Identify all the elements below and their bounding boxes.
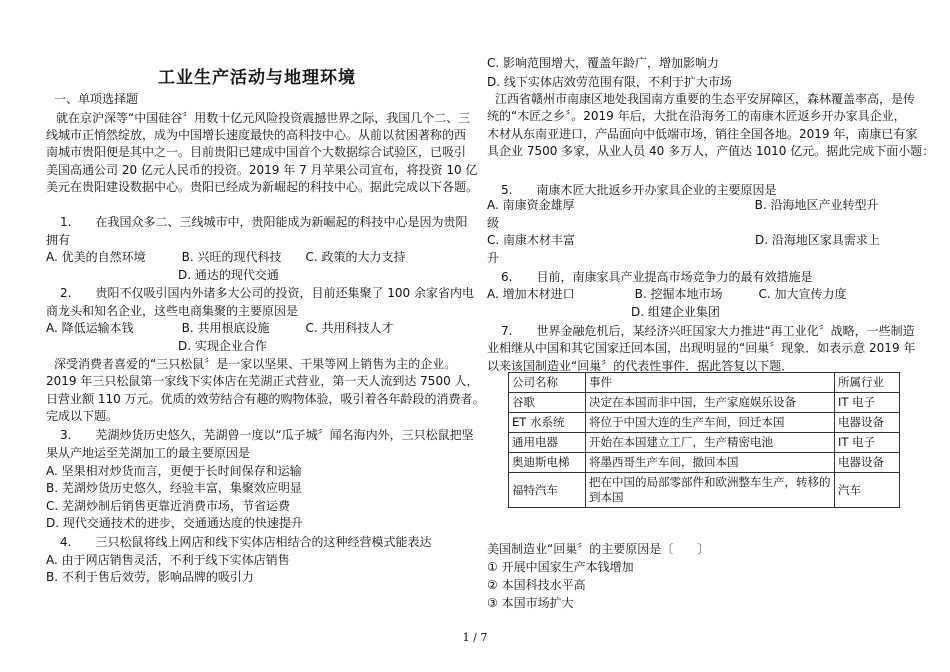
text-line: 具企业 7500 多家，从业人员 40 多万人，产值达 1010 亿元。据此完成下面小题： [487, 144, 935, 158]
text-line: 美元在贵阳建设数据中心。贵阳已经成为新崛起的科技中心。据此完成以下各题。 [46, 180, 479, 194]
table-cell: 开始在本国建立工厂，生产精密电池 [586, 433, 835, 453]
table-row [509, 473, 900, 508]
text-line: D. 线下实体店效劳范围有限，不利于扩大市场 [487, 75, 732, 89]
text-line: A. 优美的自然环境 B. 兴旺的现代科技 C. 政策的大力支持 [46, 250, 406, 264]
text-line: 2019 年三只松鼠第一家线下实体店在芜湖正式营业，第一天人流到达 7500 人， [46, 374, 479, 388]
text-line: 就在京沪深等“中国硅谷〞用数十亿元风险投资震撼世界之际，我国几个二、三 [56, 111, 471, 125]
text-line: A. 降低运输本钱 B. 共用根底设施 C. 共用科技人才 [46, 321, 394, 335]
text-line: D. 实现企业合作 [46, 339, 267, 353]
text-line: 日营业额 110 万元。优质的效劳结合有趣的购物体验，吸引着各年龄段的消费者。 [46, 392, 485, 406]
text-line: C. 芜湖炒制后销售更靠近消费市场，节省运费 [46, 499, 291, 513]
text-line: 线城市正悄然绽放，成为中国增长速度最快的高科技中心。从前以贫困著称的西 [46, 128, 467, 142]
text-line: 3. 芜湖炒货历史悠久，芜湖曾一度以“瓜子城〞闻名海内外，三只松鼠把坚 [60, 428, 474, 442]
text-line: ① 开展中国家生产本钱增加 [487, 560, 634, 574]
text-line: A. 由于网店销售灵活，不利于线下实体店销售 [46, 553, 290, 567]
text-line: 2. 贵阳不仅吸引国内外诸多大公司的投资，目前还集聚了 100 余家省内电 [60, 286, 474, 300]
table-cell: ET 水系统 [509, 413, 586, 433]
text-line: 4. 三只松鼠将线上网店和线下实体店相结合的这种经营模式能表达 [60, 535, 432, 549]
text-line: A. 坚果相对炒货而言，更便于长时间保存和运输 [46, 464, 302, 478]
text-line: 7. 世界金融危机后，某经济兴旺国家大力推进“再工业化〞战略，一些制造 [501, 324, 915, 338]
text-line: A. 增加木材进口 B. 挖掘本地市场 C. 加大宣传力度 [487, 287, 847, 301]
text-line: ③ 本国市场扩大 [487, 596, 574, 610]
table-header-cell: 事件 [586, 373, 835, 393]
text-line: 果从产地运至芜湖加工的最主要原因是 [46, 446, 251, 460]
table-cell: 把在中国的局部零部件和欧洲整车生产，转移的到本国 [586, 473, 835, 508]
text-line: 江西省赣州市南康区地处我国南方重要的生态平安屏障区，森林覆盖率高，是传 [495, 92, 916, 106]
text-line: D. 现代交通技术的进步，交通通达度的快速提升 [46, 516, 303, 530]
table-row [509, 433, 900, 453]
table-cell: IT 电子 [835, 393, 900, 413]
text-line: 商龙头和知名企业，这些电商集聚的主要原因是 [46, 304, 299, 318]
table-cell: 谷歌 [509, 393, 586, 413]
text-line: 一、单项选择题 [54, 92, 139, 106]
text-line: 5. 南康木匠大批返乡开办家具企业的主要原因是 [501, 183, 777, 197]
text-line: 拥有 [46, 233, 71, 247]
text-line: A. 南康资金雄厚 B. 沿海地区产业转型升 [487, 198, 879, 212]
text-line: 级 [487, 216, 500, 230]
text-line: B. 不利于售后效劳，影响品牌的吸引力 [46, 570, 254, 584]
text-line: 6. 目前，南康家具产业提高市场竞争力的最有效措施是 [501, 270, 813, 284]
text-line: D. 组建企业集团 [487, 305, 720, 319]
text-line: 木材从东南亚进口，产品面向中低端市场，销往全国各地。2019 年，南康已有家 [487, 127, 918, 141]
text-line: 深受消费者喜爱的“三只松鼠〞是一家以坚果、干果等网上销售为主的企业。 [54, 357, 457, 371]
text-line: D. 通达的现代交通 [46, 268, 279, 282]
text-line: 以来该国制造业“回巢〞的代表性事件．据此答复以下题． [487, 359, 794, 373]
text-line: C. 南康木材丰富 D. 沿海地区家具需求上 [487, 233, 880, 247]
page-number: 1 / 7 [462, 631, 488, 644]
table-header-cell: 所属行业 [835, 373, 900, 393]
text-line: 统的“木匠之乡〞。2019 年后，大批在沿海务工的南康木匠返乡开办家具企业， [487, 109, 906, 123]
table-cell: 汽车 [835, 473, 900, 508]
text-line: 完成以下题。 [46, 409, 119, 423]
text-line: 南城市贵阳便是其中之一。目前贵阳已建成中国首个大数据综合试验区，已吸引 [46, 145, 467, 159]
table-cell: 电器设备 [835, 453, 900, 473]
table-header-cell: 公司名称 [509, 373, 586, 393]
text-line: 业相继从中国和其它国家迁回本国，出现明显的“回巢〞现象．如表示意 2019 年 [487, 341, 916, 355]
table-header-row [509, 373, 900, 393]
text-line: ② 本国科技水平高 [487, 578, 586, 592]
page-title: 工业生产活动与地理环境 [158, 68, 356, 88]
table-cell: 奥迪斯电梯 [509, 453, 586, 473]
table-cell: 决定在本国而非中国，生产家庭娱乐设备 [586, 393, 835, 413]
table-cell: 福特汽车 [509, 473, 586, 508]
table-row [509, 413, 900, 433]
table-cell: 通用电器 [509, 433, 586, 453]
table-cell: 将墨西哥生产车间，撤回本国 [586, 453, 835, 473]
table-cell: 电器设备 [835, 413, 900, 433]
text-line: 美国制造业“回巢〞的主要原因是〔 〕 [487, 542, 710, 556]
table-row [509, 453, 900, 473]
text-line: 升 [487, 251, 500, 265]
text-line: B. 芜湖炒货历史悠久，经验丰富，集聚效应明显 [46, 481, 302, 495]
text-line: 美国高通公司 20 亿元人民币的投资。2019 年 7 月苹果公司宣布，将投资 10 亿 [46, 163, 478, 177]
table-row [509, 393, 900, 413]
table-cell: 将位于中国大连的生产车间，回迁本国 [586, 413, 835, 433]
text-line: 1. 在我国众多二、三线城市中，贵阳能成为新崛起的科技中心是因为贵阳 [60, 215, 468, 229]
text-line: C. 影响范围增大，覆盖年龄广，增加影响力 [487, 56, 720, 70]
table-cell: IT 电子 [835, 433, 900, 453]
reshoring-events-table [508, 372, 900, 508]
